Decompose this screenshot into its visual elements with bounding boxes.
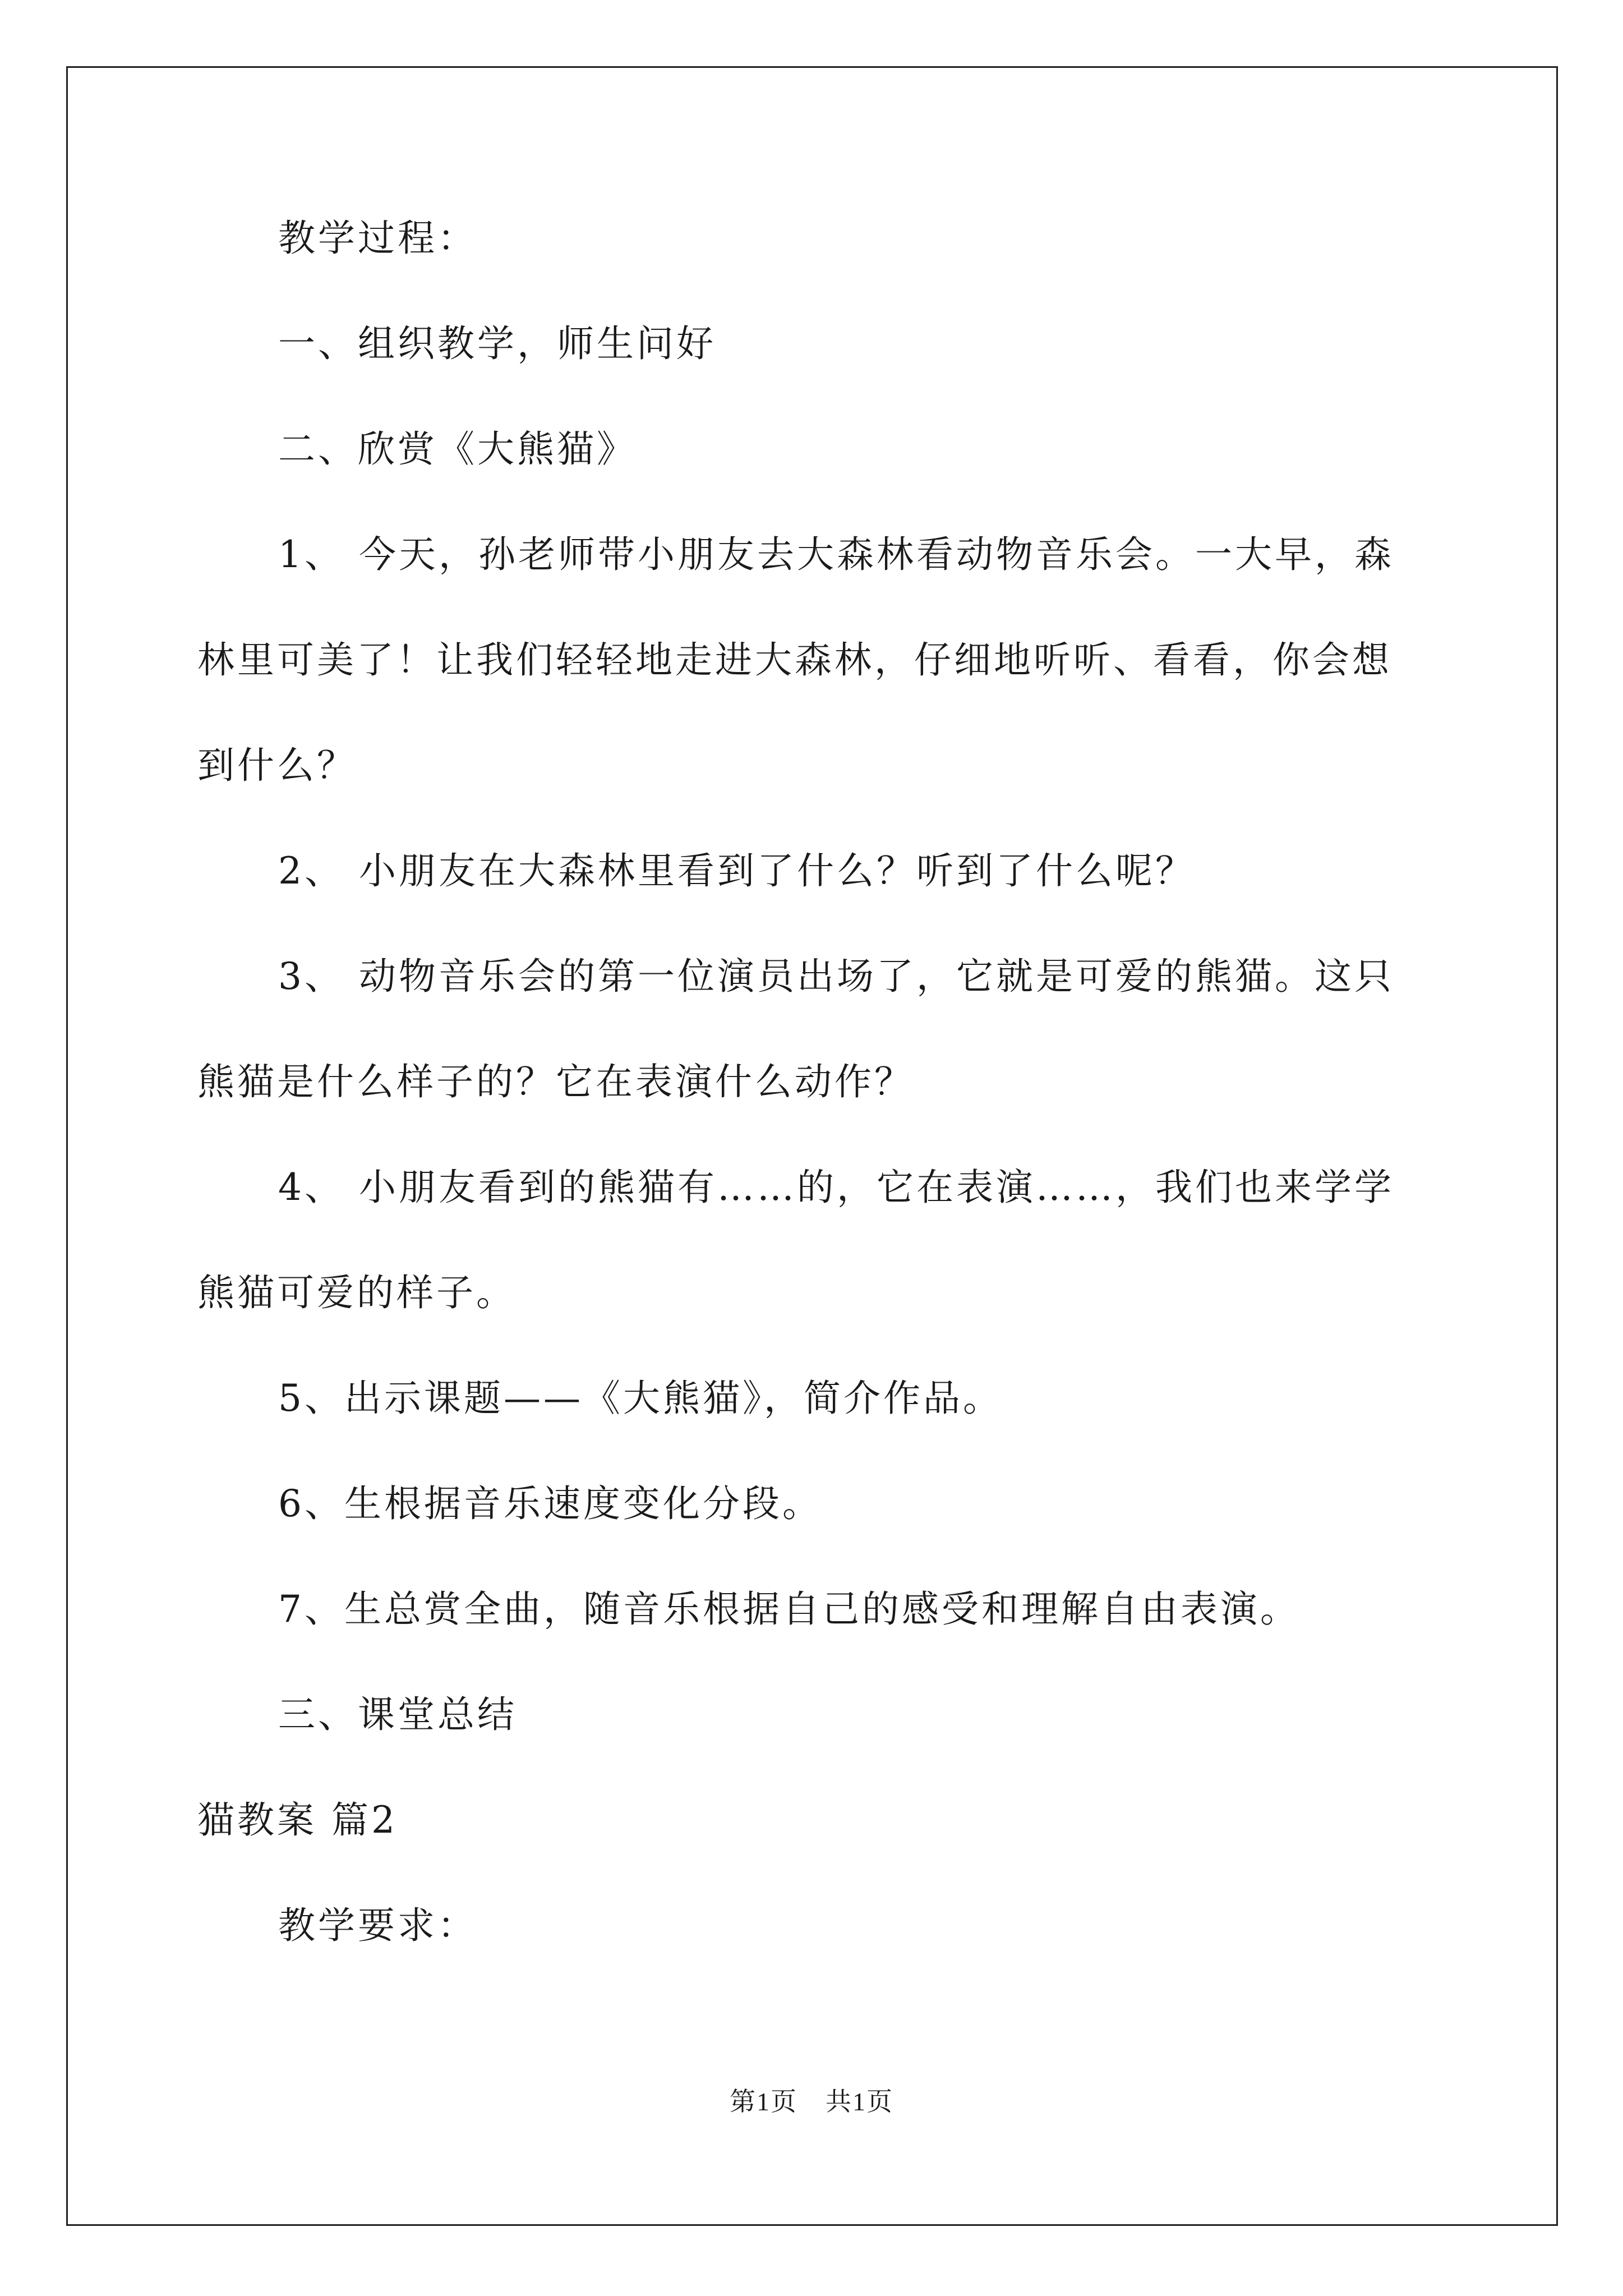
paragraph-3-line-2: 熊猫是什么样子的？它在表演什么动作？ (197, 1060, 914, 1103)
paragraph-1-line-3: 到什么？ (197, 744, 357, 787)
section-heading-requirements: 教学要求： (278, 1904, 477, 1947)
paragraph-7: 7、生总赏全曲，随音乐根据自己的感受和理解自由表演。 (278, 1588, 1300, 1631)
page-number-total: 共1页 (826, 2087, 893, 2116)
page-footer (0, 2081, 1623, 2118)
section-heading-process: 教学过程： (278, 217, 477, 260)
paragraph-2: 2、 小朋友在大森林里看到了什么？听到了什么呢？ (278, 849, 1195, 892)
paragraph-1-line-1: 1、 今天，孙老师带小朋友去大森林看动物音乐会。一大早，森 (278, 533, 1394, 576)
paragraph-5: 5、出示课题——《大熊猫》，简介作品。 (278, 1377, 1003, 1420)
paragraph-4-line-2: 熊猫可爱的样子。 (197, 1271, 516, 1314)
page-number-current: 第1页 (730, 2087, 797, 2116)
step-two-heading: 二、欣赏《大熊猫》 (278, 427, 637, 471)
paragraph-6: 6、生根据音乐速度变化分段。 (278, 1482, 822, 1525)
paragraph-3-line-1: 3、 动物音乐会的第一位演员出场了，它就是可爱的熊猫。这只 (278, 955, 1394, 998)
paragraph-4-line-1: 4、 小朋友看到的熊猫有……的，它在表演……，我们也来学学 (278, 1166, 1394, 1209)
step-one-heading: 一、组织教学，师生问好 (278, 322, 716, 365)
document-body (197, 213, 1431, 2006)
step-three-heading: 三、课堂总结 (278, 1693, 517, 1736)
lesson-plan-title: 猫教案 篇2 (197, 1798, 398, 1842)
paragraph-1-line-2: 林里可美了！让我们轻轻地走进大森林，仔细地听听、看看，你会想 (197, 638, 1392, 682)
